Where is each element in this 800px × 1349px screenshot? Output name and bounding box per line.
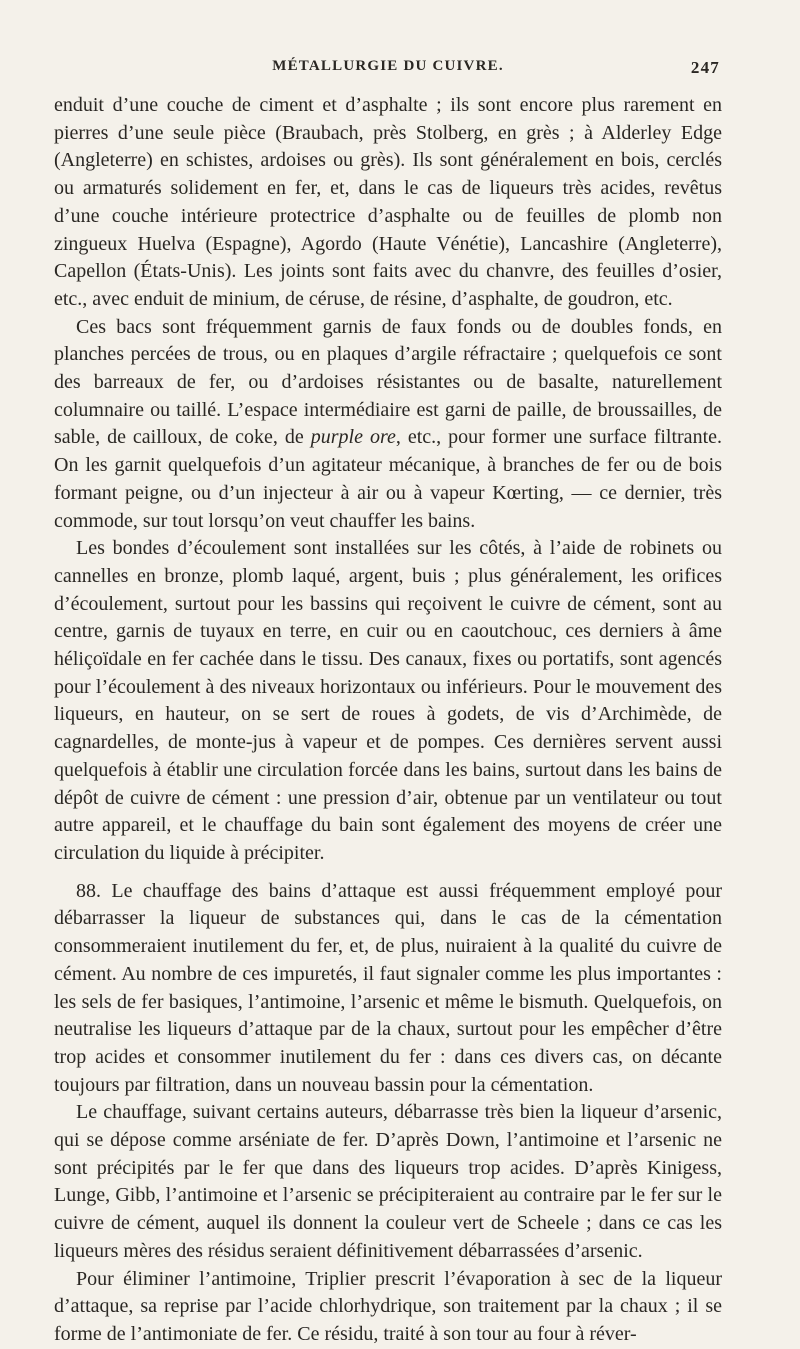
paragraph-88: 88. Le chauffage des bains d’attaque est aussi fréquemment employé pour débarrasser la liqueur de substances qui, dans le cas de la cémentation consommeraient inutilement du fer, et, de plus, nuiraient à la qualité du cuivre de cément. Au nombre de ces impuretés, il faut signaler comme les plus importantes : les sels de fer basiques, l’antimoine, l’arsenic et même le bismuth. Quelquefois, on neutralise les liqueurs d’attaque par de la chaux, surtout pour les empêcher d’être trop acides et consommer inutilement du fer : dans ces divers cas, on décante toujours par filtration, dans un nouveau bassin pour la cémentation. xyxy=(54,879,722,1096)
body-text xyxy=(54,92,722,1349)
running-head xyxy=(54,58,722,86)
italic-term: purple ore xyxy=(310,426,396,449)
page-number: 247 xyxy=(690,58,720,77)
paragraph-continuation: enduit d’une couche de ciment et d’asphalte ; ils sont encore plus rarement en pierres d’une seule pièce (Braubach, près Stolberg, en grès ; à Alderley Edge (Angleterre) en schistes, ardoises ou grès). Ils sont généralement en bois, cerclés ou armaturés solidement en fer, et, dans le cas de liqueurs très acides, revêtus d’une couche intérieure protectrice d’asphalte ou de feuilles de plomb non zingueux Huelva (Espagne), Agordo (Haute Vénétie), Lancashire (Angleterre), Capellon (États-Unis). Les joints sont faits avec du chanvre, des feuilles d’osier, etc., avec enduit de minium, de céruse, de résine, d’asphalte, de goudron, etc. xyxy=(54,94,722,310)
paragraph-bacs xyxy=(54,314,722,536)
paragraph-chauffage: Le chauffage, suivant certains auteurs, débarrasse très bien la liqueur d’arsenic, qui se dépose comme arséniate de fer. D’après Down, l’antimoine et l’arsenic ne sont précipités par le fer que dans des liqueurs trop acides. D’après Kinigess, Lunge, Gibb, l’antimoine et l’arsenic se précipiteraient au contraire par le fer sur le cuivre de cément, auquel ils donnent la couleur vert de Scheele ; dans ce cas les liqueurs mères des résidus seraient définitivement débarrassées d’arsenic. xyxy=(54,1101,722,1262)
paragraph-antimoine: Pour éliminer l’antimoine, Triplier prescrit l’évaporation à sec de la liqueur d’attaque, sa reprise par l’acide chlorhydrique, son traitement par la chaux ; il se forme de l’antimoniate de fer. Ce résidu, traité à son tour au four à réver- xyxy=(54,1267,722,1345)
running-title: MÉTALLURGIE DU CUIVRE. xyxy=(272,58,504,74)
paragraph-bacs-text: Ces bacs sont fréquemment garnis de faux fonds ou de doubles fonds, en planches percées de trous, ou en plaques d’argile réfractaire ; quelquefois ce sont des barreaux de fer, ou d’ardoises résistantes ou de basalte, naturellement columnaire ou taillé. L’espace intermédiaire est garni de paille, de broussailles, de sable, de cailloux, de coke, de purple ore, etc., pour former une surface filtrante. On les garnit quelquefois d’un agitateur mécanique, à branches de fer ou de bois formant peigne, ou d’un injecteur à air ou à vapeur Kœrting, — ce dernier, très commode, sur tout lorsqu’on veut chauffer les bains. xyxy=(54,315,722,532)
paragraph-bondes: Les bondes d’écoulement sont installées sur les côtés, à l’aide de robinets ou cannelles en bronze, plomb laqué, argent, buis ; plus généralement, les orifices d’écoulement, surtout pour les bassins qui reçoivent le cuivre de cément, sont au centre, garnis de tuyaux en terre, en cuir ou en caoutchouc, ces derniers à âme héliçoïdale en fer cachée dans le tissu. Des canaux, fixes ou portatifs, sont agencés pour l’écoulement à des niveaux horizontaux ou inférieurs. Pour le mouvement des liqueurs, en hauteur, on se sert de roues à godets, de vis d’Archimède, de cagnardelles, de monte-jus à vapeur et de pompes. Ces dernières servent aussi quelquefois à établir une circulation forcée dans les bains, surtout dans les bains de dépôt de cuivre de cément : une pression d’air, obtenue par un ventilateur ou tout autre appareil, et le chauffage du bain sont également des moyens de créer une circulation du liquide à précipiter. xyxy=(54,537,722,864)
